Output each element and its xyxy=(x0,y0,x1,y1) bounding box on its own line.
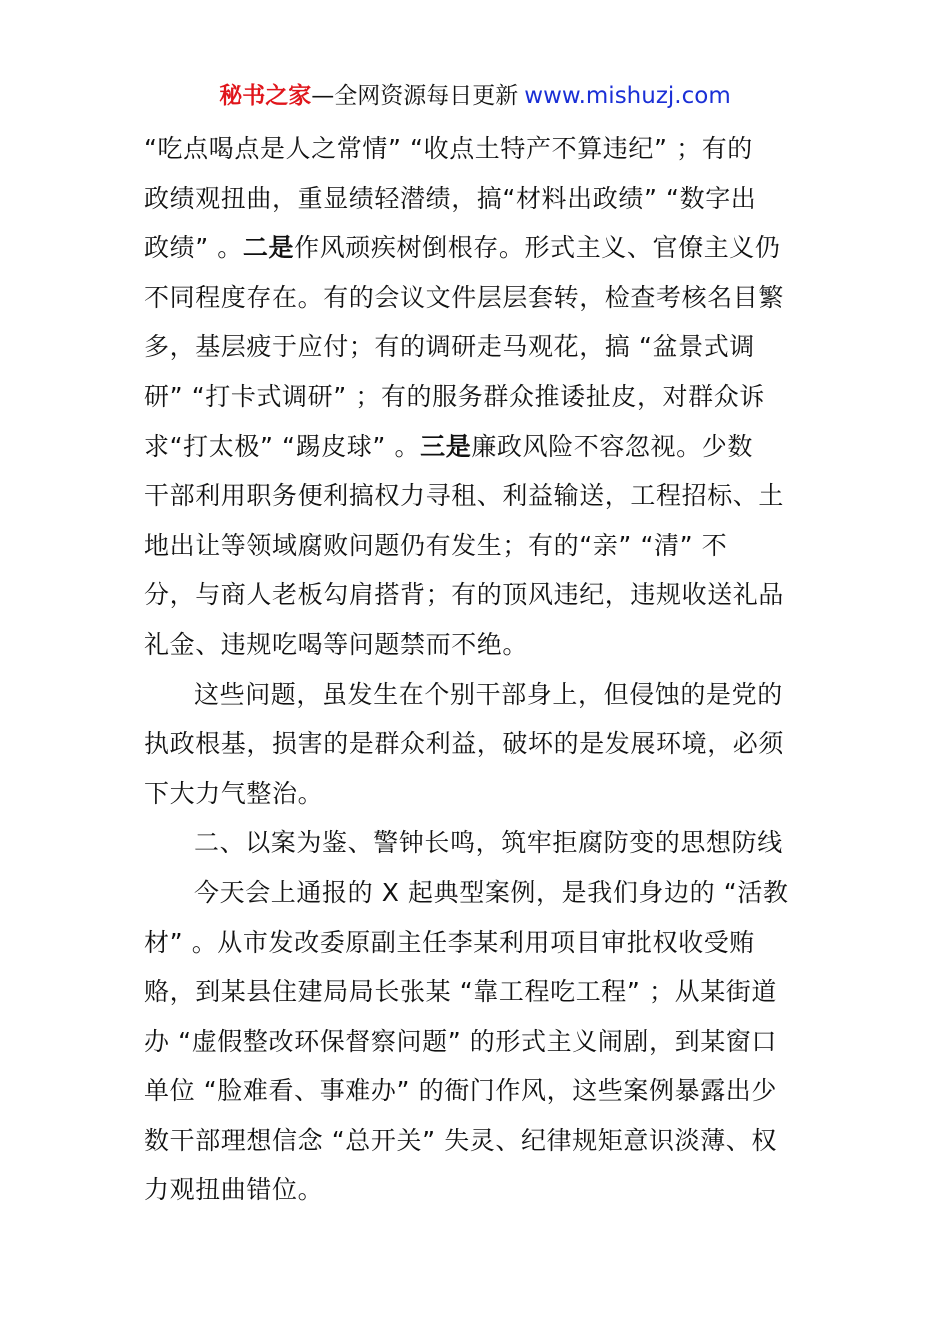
bold-lead: 三是 xyxy=(420,431,472,461)
paragraph-first-line: 这些问题，虽发生在个别干部身上，但侵蚀的是党的 xyxy=(194,679,783,709)
bold-lead: 二是 xyxy=(242,233,295,263)
text-run: 廉政风险不容忽视。少数 xyxy=(471,431,753,461)
document-body xyxy=(144,124,808,1215)
text-run: 作风顽疾树倒根存。形式主义、官僚主义仍 xyxy=(294,233,781,263)
text-line: 力观扭曲错位。 xyxy=(144,1175,324,1205)
text-run: 政绩” 。 xyxy=(144,233,243,263)
text-line: 多，基层疲于应付；有的调研走马观花，搞 “盆景式调 xyxy=(144,332,755,362)
text-line: 单位 “脸难看、事难办” 的衙门作风，这些案例暴露出少 xyxy=(144,1076,777,1106)
text-line: 地出让等领域腐败问题仍有发生；有的“亲” “清” 不 xyxy=(144,530,728,560)
text-line: 数干部理想信念 “总开关” 失灵、纪律规矩意识淡薄、权 xyxy=(144,1125,777,1155)
text-line: 不同程度存在。有的会议文件层层套转，检查考核名目繁 xyxy=(144,282,785,312)
text-line: 办 “虚假整改环保督察问题” 的形式主义闹剧，到某窗口 xyxy=(144,1026,777,1056)
text-line: 礼金、违规吃喝等问题禁而不绝。 xyxy=(144,629,529,659)
brand-name: 秘书之家 xyxy=(219,83,312,109)
text-line: “吃点喝点是人之常情” “收点土特产不算违纪” ；有的 xyxy=(144,134,753,163)
text-line: 赂，到某县住建局局长张某 “靠工程吃工程” ；从某街道 xyxy=(144,977,777,1007)
text-line xyxy=(144,422,808,472)
header-tagline: —全网资源每日更新 xyxy=(311,83,519,109)
text-line: 政绩观扭曲，重显绩轻潜绩，搞“材料出政绩” “数字出 xyxy=(144,183,757,213)
section-heading: 二、以案为鉴、警钟长鸣，筑牢拒腐防变的思想防线 xyxy=(194,828,783,858)
text-run: 求“打太极” “踢皮球” 。 xyxy=(144,431,421,461)
text-line: 下大力气整治。 xyxy=(144,778,324,808)
text-line: 分，与商人老板勾肩搭背；有的顶风违纪，违规收送礼品 xyxy=(144,580,785,610)
header-url-link[interactable]: www.mishuzj.com xyxy=(524,83,731,109)
paragraph-first-line: 今天会上通报的 X 起典型案例，是我们身边的 “活教 xyxy=(194,877,789,907)
text-line xyxy=(144,223,808,273)
page-header xyxy=(0,78,950,114)
text-line: 研” “打卡式调研” ；有的服务群众推诿扯皮，对群众诉 xyxy=(144,381,765,411)
text-line: 干部利用职务便利搞权力寻租、利益输送，工程招标、土 xyxy=(144,481,785,511)
text-line: 材” 。从市发改委原副主任李某利用项目审批权收受贿 xyxy=(144,927,755,957)
text-line: 执政根基，损害的是群众利益，破坏的是发展环境，必须 xyxy=(144,729,785,759)
